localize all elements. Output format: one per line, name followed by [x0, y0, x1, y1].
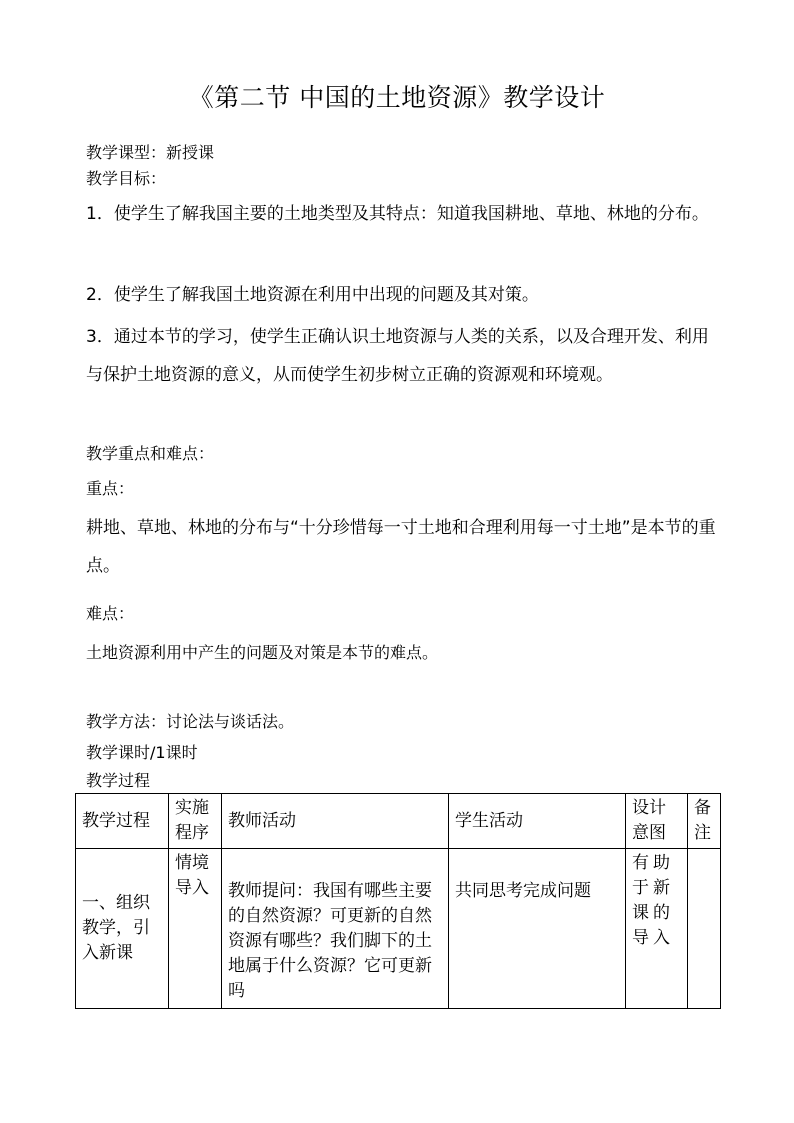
cell-note: [688, 849, 721, 1009]
header-student: 学生活动: [449, 794, 626, 849]
cell-teacher: 教师提问：我国有哪些主要的自然资源？可更新的自然资源有哪些？我们脚下的土地属于什么资源？它可更新吗: [222, 849, 449, 1009]
key-difficult-label: 教学重点和难点：: [86, 444, 215, 463]
teaching-hours: 教学课时/1课时: [86, 743, 198, 762]
cell-student: 共同思考完成问题: [449, 849, 626, 1009]
objective-2: 2．使学生了解我国土地资源在利用中出现的问题及其对策。: [86, 285, 539, 305]
table-row: [76, 849, 721, 1009]
header-process: 教学过程: [76, 794, 169, 849]
difficult-text: 土地资源利用中产生的问题及对策是本节的难点。: [86, 643, 439, 662]
header-teacher: 教师活动: [222, 794, 449, 849]
cell-intent: 有助于新课的导入: [626, 849, 688, 1009]
objectives-label: 教学目标：: [86, 169, 167, 188]
teaching-process-table: [75, 793, 721, 1009]
difficult-label: 难点：: [86, 604, 135, 623]
header-program: 实施程序: [169, 794, 222, 849]
table-header-row: [76, 794, 721, 849]
process-label: 教学过程: [86, 771, 151, 790]
header-note: 备注: [688, 794, 721, 849]
key-text: 耕地、草地、林地的分布与“十分珍惜每一寸土地和合理利用每一寸土地”是本节的重点。: [86, 518, 716, 576]
objective-1: 1．使学生了解我国主要的土地类型及其特点：知道我国耕地、草地、林地的分布。: [86, 204, 709, 224]
objective-3: 3．通过本节的学习，使学生正确认识土地资源与人类的关系，以及合理开发、利用与保护土地资源的意义，从而使学生初步树立正确的资源观和环境观。: [86, 327, 709, 385]
page-title: 《第二节 中国的土地资源》教学设计: [188, 83, 606, 112]
teaching-method: 教学方法：讨论法与谈话法。: [86, 712, 295, 731]
key-label: 重点：: [86, 479, 135, 498]
cell-process: 一、组织教学，引入新课: [76, 849, 169, 1009]
header-intent: 设计意图: [626, 794, 688, 849]
course-type: 教学课型：新授课: [86, 143, 215, 162]
cell-program: 情境导入: [169, 849, 222, 1009]
